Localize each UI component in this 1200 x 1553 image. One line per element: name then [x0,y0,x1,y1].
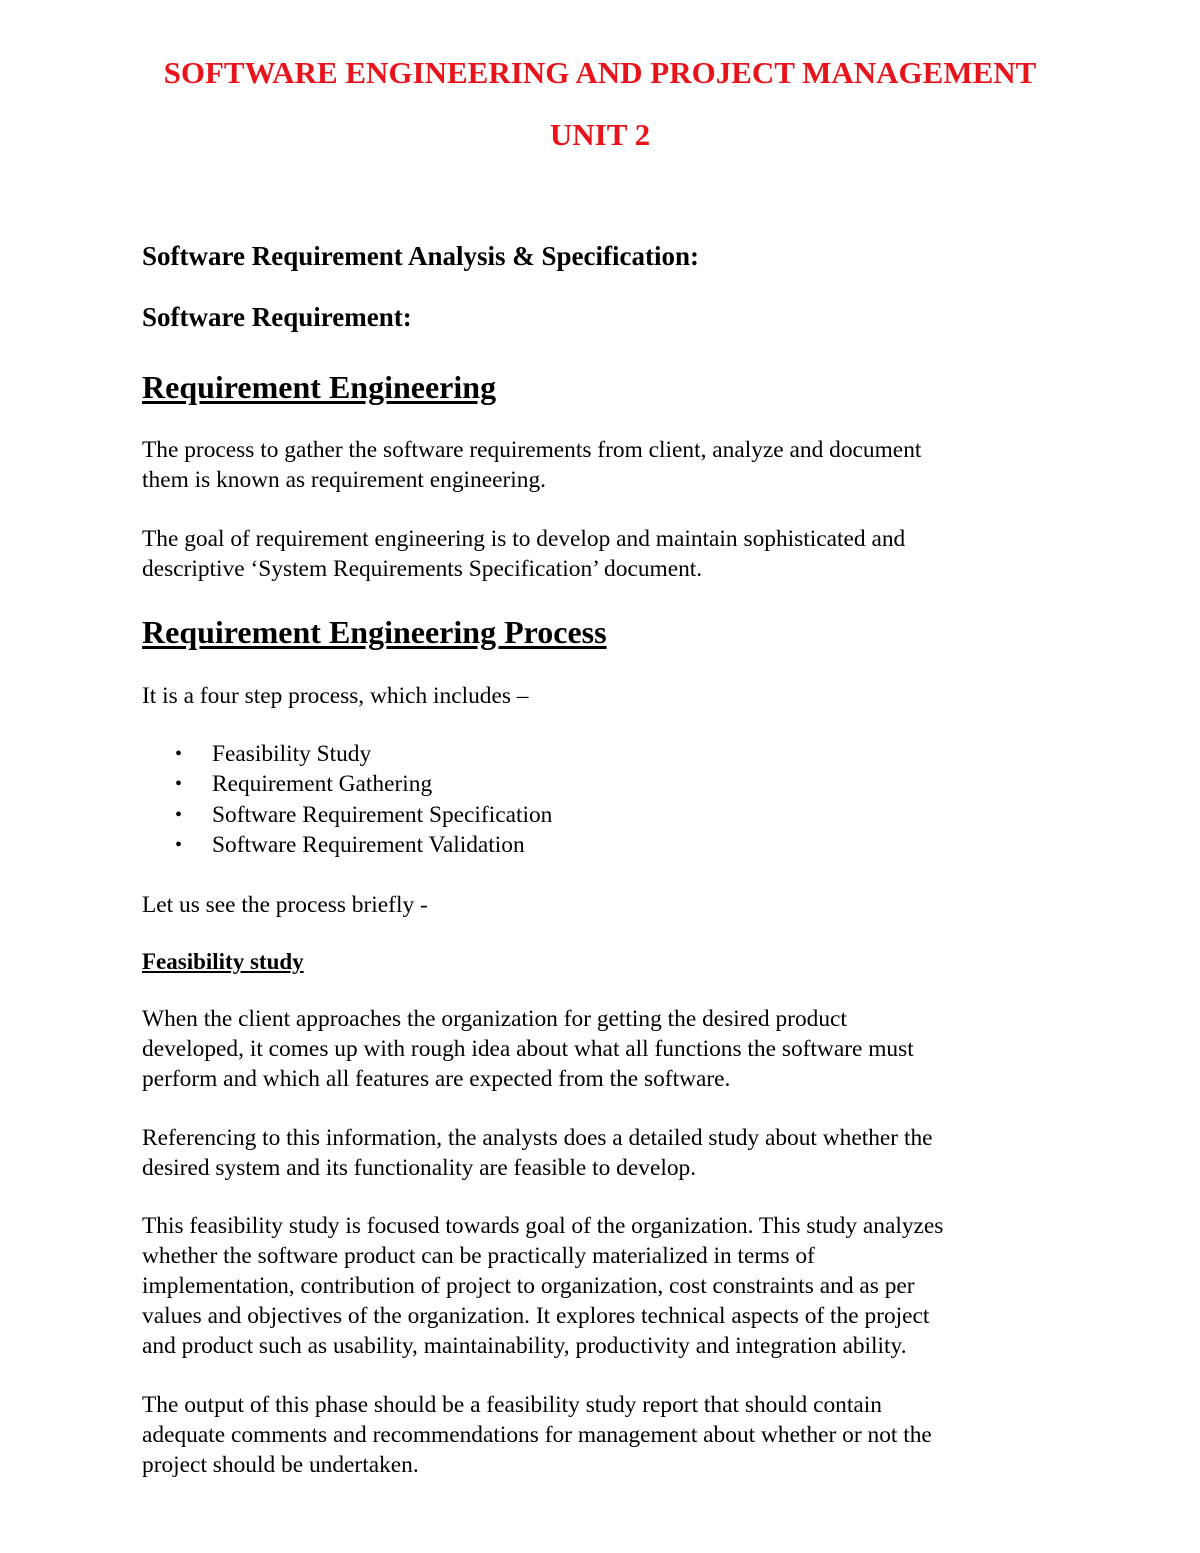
paragraph-process-intro [142,681,1072,711]
text-line: Let us see the process briefly - [142,892,428,918]
text-line: developed, it comes up with rough idea about what all functions the software must [142,1036,914,1062]
heading-feasibility-study: Feasibility study [142,949,304,974]
text-line: It is a four step process, which includes – [142,683,529,709]
text-line: values and objectives of the organization. It explores technical aspects of the project [142,1303,930,1329]
paragraph-feasibility-3 [142,1211,1072,1361]
bullet-icon: • [175,803,183,826]
paragraph-re-goal [142,524,1072,584]
text-line: perform and which all features are expected from the software. [142,1066,731,1092]
paragraph-re-intro [142,435,1072,495]
section-heading-software-requirement: Software Requirement: [142,302,412,332]
text-line: whether the software product can be practically materialized in terms of [142,1243,815,1269]
bullet-icon: • [175,743,183,765]
list-item [142,769,552,799]
text-line: This feasibility study is focused towards goal of the organization. This study analyzes [142,1213,944,1239]
paragraph-process-outro [142,890,1072,920]
list-item-label: Software Requirement Validation [212,831,525,858]
unit-label: UNIT 2 [549,117,651,152]
text-line: The output of this phase should be a feasibility study report that should contain [142,1392,882,1418]
text-line: desired system and its functionality are feasible to develop. [142,1155,697,1181]
text-line: them is known as requirement engineering. [142,467,547,493]
text-line: The process to gather the software requirements from client, analyze and document [142,437,922,463]
heading-re-process: Requirement Engineering Process [142,614,607,650]
list-item [142,739,552,769]
list-item-label: Requirement Gathering [212,771,433,798]
text-line: and product such as usability, maintainability, productivity and integration ability. [142,1333,907,1359]
text-line: The goal of requirement engineering is to develop and maintain sophisticated and [142,526,906,552]
text-line: When the client approaches the organization for getting the desired product [142,1006,847,1032]
text-line: descriptive ‘System Requirements Specification’ document. [142,556,703,582]
list-item-label: Feasibility Study [212,741,372,767]
heading-requirement-engineering: Requirement Engineering [142,369,497,405]
paragraph-feasibility-2 [142,1123,1072,1183]
list-item [142,830,552,860]
text-line: implementation, contribution of project to organization, cost constraints and as per [142,1273,915,1299]
list-item [142,800,552,830]
paragraph-feasibility-1 [142,1004,1072,1094]
list-item-label: Software Requirement Specification [212,801,553,828]
bullet-icon: • [175,773,183,796]
text-line: Referencing to this information, the analysts does a detailed study about whether the [142,1125,933,1151]
process-steps-list [142,739,552,860]
bullet-icon: • [175,833,183,856]
text-line: project should be undertaken. [142,1452,419,1478]
section-heading-analysis: Software Requirement Analysis & Specification: [142,241,699,271]
paragraph-feasibility-4 [142,1390,1072,1480]
document-title: SOFTWARE ENGINEERING AND PROJECT MANAGEMENT [163,55,1037,90]
text-line: adequate comments and recommendations for management about whether or not the [142,1422,932,1448]
